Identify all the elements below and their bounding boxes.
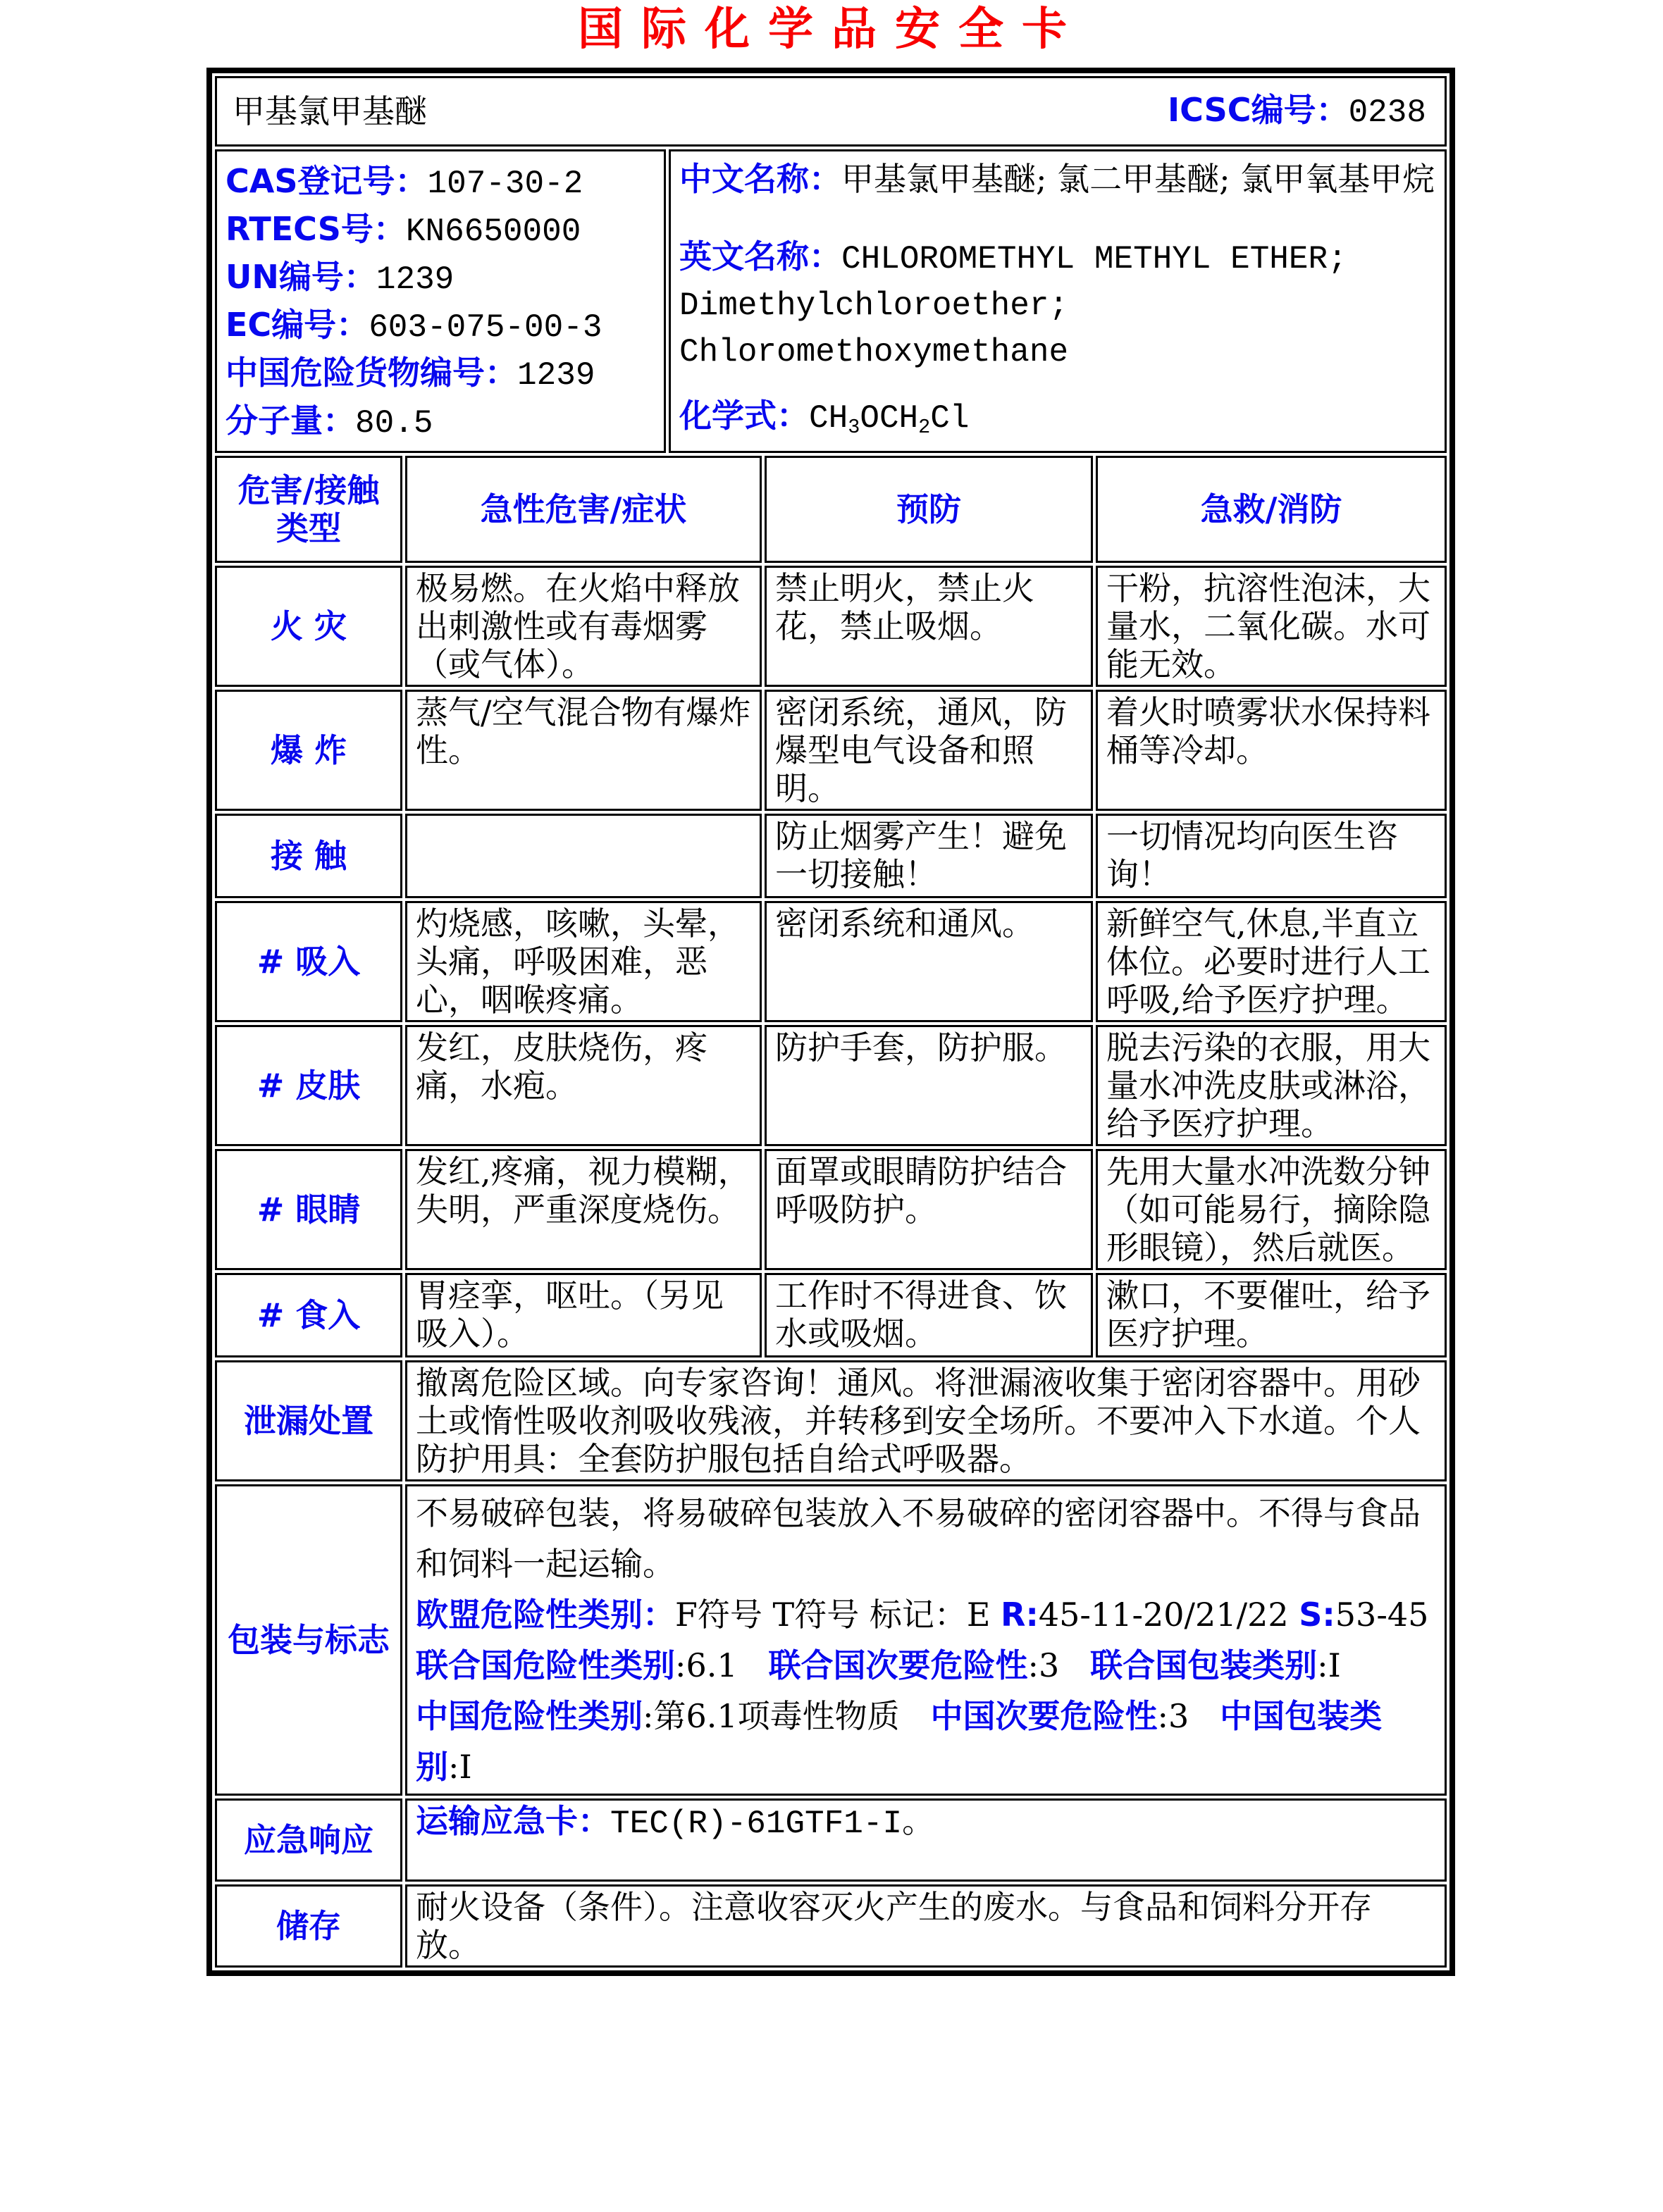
packaging-un-classification: 联合国危险性类别:6.1 联合国次要危险性:3 联合国包装类别:I (416, 1646, 1341, 1684)
row-skin (215, 1025, 1447, 1146)
inhalation-firstaid: 新鲜空气,休息,半直立体位。必要时进行人工呼吸,给予医疗护理。 (1096, 901, 1447, 1022)
row-emergency-response (215, 1798, 1447, 1882)
skin-symptoms: 发红，皮肤烧伤，疼痛，水疱。 (405, 1025, 762, 1146)
row-exposure (215, 814, 1447, 898)
eyes-symptoms: 发红,疼痛，视力模糊，失明，严重深度烧伤。 (405, 1149, 762, 1270)
exposure-symptoms (405, 814, 762, 898)
row-fire (215, 566, 1447, 687)
row-packaging (215, 1484, 1447, 1796)
explosion-prevention: 密闭系统，通风，防爆型电气设备和照明。 (765, 690, 1093, 811)
row-explosion (215, 690, 1447, 811)
fire-firstaid: 干粉，抗溶性泡沫，大量水，二氧化碳。水可能无效。 (1096, 566, 1447, 687)
spillage-label: 泄漏处置 (215, 1360, 402, 1481)
chemical-formula: 化学式：CH3OCH2Cl (679, 397, 970, 439)
ec-number: EC编号：603-075-00-3 (225, 306, 602, 346)
header-firstaid: 急救/消防 (1096, 456, 1447, 563)
names-cell (669, 149, 1447, 453)
china-dg-number: 中国危险货物编号：1239 (225, 354, 595, 394)
row-inhalation (215, 901, 1447, 1022)
row-substance-name (215, 76, 1447, 147)
ingestion-prevention: 工作时不得进食、饮水或吸烟。 (765, 1273, 1093, 1357)
header-hazard-type: 危害/接触类型 (215, 456, 402, 563)
storage-label: 储存 (215, 1884, 402, 1968)
cas-number: CAS登记号：107-30-2 (225, 162, 583, 202)
spillage-text: 撤离危险区域。向专家咨询！通风。将泄漏液收集于密闭容器中。用砂土或惰性吸收剂吸收残液，并转移到安全场所。不要冲入下水道。个人防护用具：全套防护服包括自给式呼吸器。 (405, 1360, 1447, 1481)
molecular-weight: 分子量：80.5 (225, 402, 433, 442)
header-prevention: 预防 (765, 456, 1093, 563)
english-name: 英文名称：CHLOROMETHYL METHYL ETHER; Dimethylchloroether; Chloromethoxymethane (679, 237, 1347, 371)
rtecs-number: RTECS号：KN6650000 (225, 210, 581, 250)
row-ingestion (215, 1273, 1447, 1357)
transport-card-label: 运输应急卡： (416, 1801, 610, 1840)
header-symptoms: 急性危害/症状 (405, 456, 762, 563)
formula-value: CH3OCH2Cl (809, 400, 970, 439)
transport-card-value: TEC(R)-61GTF1-I。 (610, 1805, 935, 1842)
icsc-number-value: 0238 (1348, 94, 1426, 131)
eyes-firstaid: 先用大量水冲洗数分钟（如可能易行，摘除隐形眼镜），然后就医。 (1096, 1149, 1447, 1270)
substance-name-cell (215, 76, 1447, 147)
fire-label: 火 灾 (215, 566, 402, 687)
fire-prevention: 禁止明火，禁止火花，禁止吸烟。 (765, 566, 1093, 687)
inhalation-label: # 吸入 (215, 901, 402, 1022)
fire-symptoms: 极易燃。在火焰中释放出刺激性或有毒烟雾（或气体）。 (405, 566, 762, 687)
row-table-header (215, 456, 1447, 563)
row-storage (215, 1884, 1447, 1968)
packaging-paragraph: 不易破碎包装，将易破碎包装放入不易破碎的密闭容器中。不得与食品和饲料一起运输。 (416, 1493, 1421, 1583)
ingestion-firstaid: 漱口，不要催吐，给予医疗护理。 (1096, 1273, 1447, 1357)
icsc-number-label: ICSC编号： (1167, 91, 1349, 129)
row-eyes (215, 1149, 1447, 1270)
exposure-prevention: 防止烟雾产生！避免一切接触！ (765, 814, 1093, 898)
packaging-china-classification: 中国危险性类别:第6.1项毒性物质 中国次要危险性:3 中国包装类别:I (416, 1696, 1383, 1786)
row-identifiers (215, 149, 1447, 453)
row-spillage (215, 1360, 1447, 1481)
skin-prevention: 防护手套，防护服。 (765, 1025, 1093, 1146)
ingestion-label: # 食入 (215, 1273, 402, 1357)
explosion-label: 爆 炸 (215, 690, 402, 811)
emergency-response-label: 应急响应 (215, 1798, 402, 1882)
emergency-response-text (405, 1798, 1447, 1882)
explosion-firstaid: 着火时喷雾状水保持料桶等冷却。 (1096, 690, 1447, 811)
eyes-prevention: 面罩或眼睛防护结合呼吸防护。 (765, 1149, 1093, 1270)
ingestion-symptoms: 胃痉挛，呕吐。（另见吸入）。 (405, 1273, 762, 1357)
skin-firstaid: 脱去污染的衣服，用大量水冲洗皮肤或淋浴，给予医疗护理。 (1096, 1025, 1447, 1146)
eyes-label: # 眼睛 (215, 1149, 402, 1270)
icsc-card (206, 68, 1455, 1976)
packaging-content (405, 1484, 1447, 1796)
substance-name: 甲基氯甲基醚 (233, 92, 427, 130)
page-title: 国际化学品安全卡 (578, 4, 1085, 56)
explosion-symptoms: 蒸气/空气混合物有爆炸性。 (405, 690, 762, 811)
packaging-eu-classification: 欧盟危险性类别：F符号 T符号 标记：E R:45-11-20/21/22 S:53-45 (416, 1595, 1429, 1634)
inhalation-symptoms: 灼烧感，咳嗽，头晕，头痛，呼吸困难，恶心，咽喉疼痛。 (405, 901, 762, 1022)
exposure-firstaid: 一切情况均向医生咨询！ (1096, 814, 1447, 898)
storage-text: 耐火设备（条件）。注意收容灭火产生的废水。与食品和饲料分开存放。 (405, 1884, 1447, 1968)
registry-ids-cell (215, 149, 666, 453)
chinese-name: 中文名称：甲基氯甲基醚; 氯二甲基醚; 氯甲氧基甲烷 (679, 160, 1435, 198)
packaging-label: 包装与标志 (215, 1484, 402, 1796)
inhalation-prevention: 密闭系统和通风。 (765, 901, 1093, 1022)
exposure-label: 接 触 (215, 814, 402, 898)
un-number: UN编号：1239 (225, 258, 455, 298)
icsc-number (1168, 91, 1426, 132)
skin-label: # 皮肤 (215, 1025, 402, 1146)
